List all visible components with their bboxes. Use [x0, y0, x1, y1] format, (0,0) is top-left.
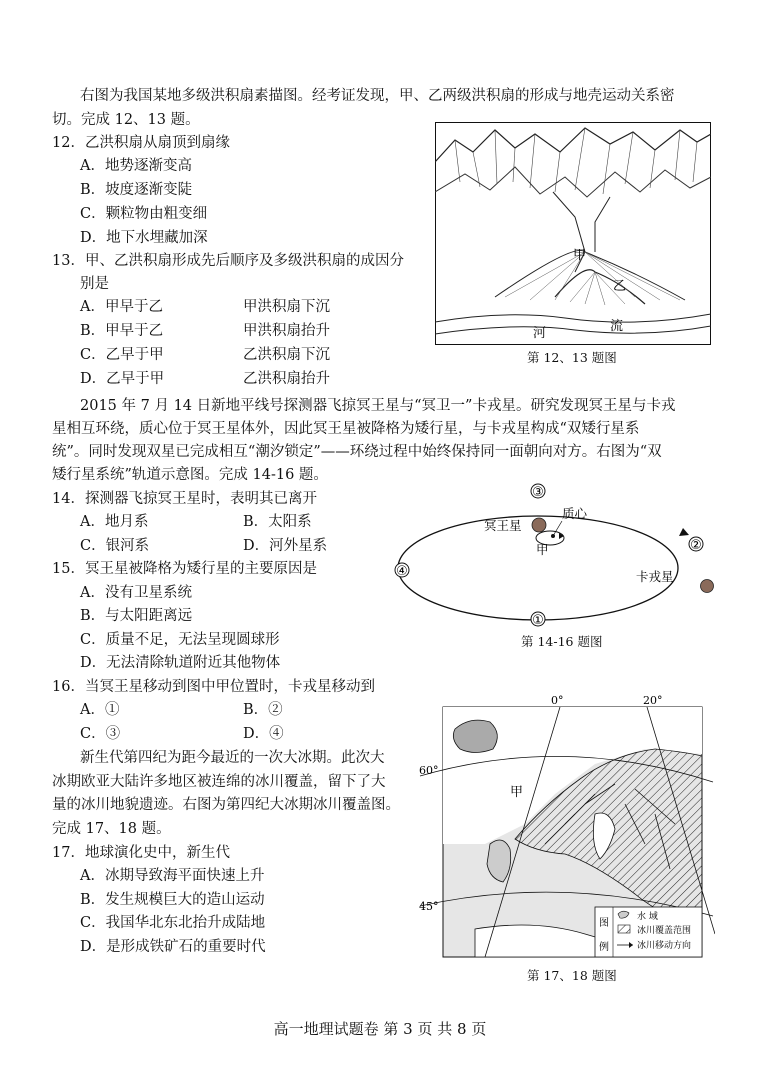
position-jia-label: 甲 [536, 542, 549, 557]
option: A．① [80, 702, 120, 718]
option: D．河外星系 [243, 538, 328, 554]
position-1-label: ① [532, 613, 544, 628]
glaciation-map [415, 694, 715, 964]
option: B．太阳系 [243, 514, 312, 530]
option-detail: 甲洪积扇下沉 [243, 299, 330, 315]
fan-label-jia: 甲 [573, 248, 587, 263]
legend-ice-label: 冰川覆盖范围 [637, 926, 692, 936]
option: C．我国华北东北抬升成陆地 [80, 915, 266, 931]
question-stem: 别是 [80, 276, 109, 292]
option: D．无法清除轨道附近其他物体 [80, 655, 281, 671]
charon-body [701, 580, 714, 593]
question-stem: 13．甲、乙洪积扇形成先后顺序及多级洪积扇的成因分 [52, 253, 404, 269]
legend-move-label: 冰川移动方向 [637, 941, 692, 951]
option: B．与太阳距离远 [80, 608, 193, 624]
intro-text-line: 冰期欧亚大陆许多地区被连绵的冰川覆盖，留下了大 [52, 774, 386, 790]
question-stem: 15．冥王星被降格为矮行星的主要原因是 [52, 561, 317, 577]
option: D．乙早于甲 [80, 371, 165, 387]
option: A．地月系 [80, 514, 149, 530]
map-legend [595, 907, 702, 957]
intro-text-line: 完成 17、18 题。 [52, 821, 171, 837]
option: A．甲早于乙 [80, 299, 163, 315]
intro-text-line: 量的冰川地貌遗迹。右图为第四纪大冰期冰川覆盖图。 [52, 797, 400, 813]
option: D．地下水埋藏加深 [80, 230, 208, 246]
legend-water-label: 水 域 [637, 912, 658, 922]
orbit-diagram [390, 478, 720, 628]
longitude-0-label: 0° [551, 694, 564, 707]
option-detail: 乙洪积扇下沉 [243, 347, 330, 363]
pluto-body [532, 518, 546, 532]
position-4-label: ④ [396, 564, 408, 579]
barycenter-label: 质心 [562, 506, 588, 521]
option: C．乙早于甲 [80, 347, 164, 363]
pluto-label: 冥王星 [484, 518, 522, 533]
option: A．地势逐渐变高 [80, 158, 192, 174]
position-3-label: ③ [532, 485, 544, 500]
question-stem: 14．探测器飞掠冥王星时，表明其已离开 [52, 491, 317, 507]
option: B．发生规模巨大的造山运动 [80, 892, 265, 908]
option: A．没有卫星系统 [80, 585, 192, 601]
river-label-he: 河 [533, 326, 547, 341]
option: C．③ [80, 726, 121, 742]
figure-caption: 第 12、13 题图 [527, 350, 617, 365]
intro-text-line: 星相互环绕，质心位于冥王星体外，因此冥王星被降格为矮行星，与卡戎星构成“双矮行星系 [52, 421, 640, 437]
option: B．坡度逐渐变陡 [80, 182, 193, 198]
intro-text-line: 右图为我国某地多级洪积扇素描图。经考证发现，甲、乙两级洪积扇的形成与地壳运动关系密 [80, 88, 675, 104]
longitude-20-label: 20° [643, 694, 663, 707]
option: D．④ [243, 726, 284, 742]
alluvial-fan-sketch [435, 122, 711, 345]
option-detail: 甲洪积扇抬升 [243, 323, 330, 339]
figure-caption: 第 14-16 题图 [521, 634, 603, 649]
option: D．是形成铁矿石的重要时代 [80, 939, 266, 955]
position-2-label: ② [690, 538, 702, 553]
option: C．银河系 [80, 538, 150, 554]
position-jia-label: 甲 [510, 785, 524, 800]
page-footer: 高一地理试题卷 第 3 页 共 8 页 [273, 1020, 487, 1038]
intro-text-line: 新生代第四纪为距今最近的一次大冰期。此次大 [80, 750, 385, 766]
fan-label-yi: 乙 [613, 279, 627, 294]
question-stem: 17．地球演化史中，新生代 [52, 845, 230, 861]
latitude-60-label: 60° [419, 764, 439, 777]
orbit-direction-arrow [679, 528, 689, 536]
legend-title-1: 图 [599, 918, 609, 929]
option: C．颗粒物由粗变细 [80, 206, 208, 222]
option: B．② [243, 702, 283, 718]
figure-caption: 第 17、18 题图 [527, 968, 617, 983]
latitude-45-label: 45° [419, 900, 439, 913]
option-detail: 乙洪积扇抬升 [243, 371, 330, 387]
option: A．冰期导致海平面快速上升 [80, 868, 265, 884]
intro-text-line: 矮行星系统”轨道示意图。完成 14-16 题。 [52, 467, 328, 483]
option: C．质量不足，无法呈现圆球形 [80, 632, 280, 648]
question-stem: 12．乙洪积扇从扇顶到扇缘 [52, 135, 230, 151]
legend-ice-swatch [618, 925, 630, 933]
iceland-shape [453, 720, 497, 752]
question-stem: 16．当冥王星移动到图中甲位置时，卡戎星移动到 [52, 679, 375, 695]
intro-text-line: 切。完成 12、13 题。 [52, 112, 200, 128]
charon-label: 卡戎星 [636, 569, 674, 584]
option: B．甲早于乙 [80, 323, 164, 339]
legend-title-2: 例 [599, 942, 609, 953]
intro-text-line: 2015 年 7 月 14 日新地平线号探测器飞掠冥王星与“冥卫一”卡戎星。研究发现冥王星与卡戎 [80, 398, 676, 414]
intro-text-line: 统”。同时发现双星已完成相互“潮汐锁定”——环绕过程中始终保持同一面朝向对方。右图为“双 [52, 444, 662, 460]
river-label-liu: 流 [610, 319, 624, 334]
